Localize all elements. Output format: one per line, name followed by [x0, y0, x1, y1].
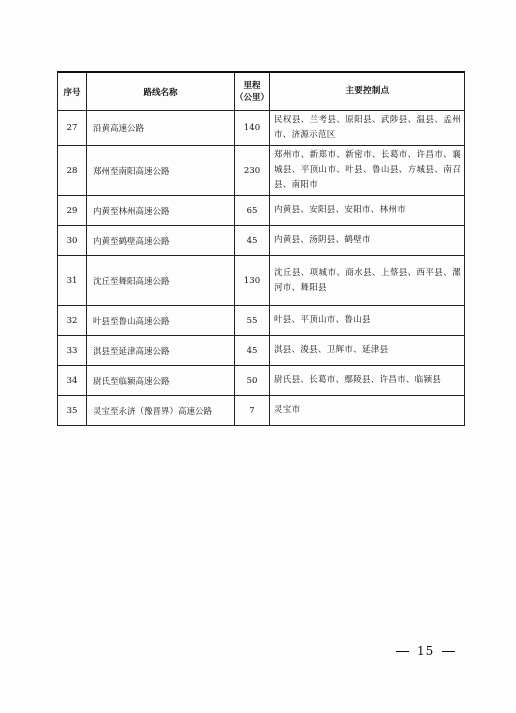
row-mileage: 45 — [235, 336, 270, 366]
row-control-points: 民权县、兰考县、原阳县、武陟县、温县、孟州市、济源示范区 — [270, 111, 465, 146]
row-no: 33 — [58, 336, 87, 366]
header-control-points: 主要控制点 — [270, 72, 465, 111]
row-no: 27 — [58, 111, 87, 146]
table-row — [58, 396, 465, 426]
highway-routes-table — [57, 71, 465, 426]
row-control-points: 灵宝市 — [270, 396, 465, 426]
row-route-name: 沈丘至舞阳高速公路 — [87, 256, 235, 306]
table-row — [58, 366, 465, 396]
table-row — [58, 336, 465, 366]
table-row — [58, 111, 465, 146]
row-control-points: 淇县、浚县、卫辉市、延津县 — [270, 336, 465, 366]
row-route-name: 淇县至延津高速公路 — [87, 336, 235, 366]
row-no: 32 — [58, 306, 87, 336]
table-body — [58, 111, 465, 426]
row-route-name: 灵宝至永济（豫晋界）高速公路 — [87, 396, 235, 426]
row-route-name: 尉氏至临颍高速公路 — [87, 366, 235, 396]
row-no: 30 — [58, 226, 87, 256]
row-route-name: 叶县至鲁山高速公路 — [87, 306, 235, 336]
row-control-points: 郑州市、新郑市、新密市、长葛市、许昌市、襄城县、平顶山市、叶县、鲁山县、方城县、南召县、南阳市 — [270, 146, 465, 196]
header-mileage — [235, 72, 270, 111]
row-no: 34 — [58, 366, 87, 396]
row-control-points: 内黄县、汤阴县、鹤壁市 — [270, 226, 465, 256]
header-route-name: 路线名称 — [87, 72, 235, 111]
page-number — [388, 644, 463, 658]
row-mileage: 65 — [235, 196, 270, 226]
header-mileage-line2: （公里） — [235, 92, 270, 103]
row-no: 29 — [58, 196, 87, 226]
table-row — [58, 256, 465, 306]
row-mileage: 140 — [235, 111, 270, 146]
row-control-points: 叶县、平顶山市、鲁山县 — [270, 306, 465, 336]
table-row — [58, 196, 465, 226]
row-route-name: 郑州至南阳高速公路 — [87, 146, 235, 196]
row-route-name: 内黄至林州高速公路 — [87, 196, 235, 226]
row-control-points: 尉氏县、长葛市、鄢陵县、许昌市、临颍县 — [270, 366, 465, 396]
table-row — [58, 306, 465, 336]
row-no: 31 — [58, 256, 87, 306]
row-route-name: 沿黄高速公路 — [87, 111, 235, 146]
header-mileage-line1: 里程 — [243, 80, 261, 91]
row-mileage: 130 — [235, 256, 270, 306]
row-mileage: 7 — [235, 396, 270, 426]
row-no: 35 — [58, 396, 87, 426]
row-control-points: 内黄县、安阳县、安阳市、林州市 — [270, 196, 465, 226]
row-mileage: 55 — [235, 306, 270, 336]
table-row — [58, 226, 465, 256]
row-mileage: 45 — [235, 226, 270, 256]
table-header — [58, 72, 465, 111]
table-row — [58, 146, 465, 196]
row-no: 28 — [58, 146, 87, 196]
page-number-dash-left — [396, 651, 409, 652]
row-mileage: 50 — [235, 366, 270, 396]
page-number-text: 15 — [417, 644, 435, 658]
header-no: 序号 — [58, 72, 87, 111]
row-control-points: 沈丘县、项城市、商水县、上蔡县、西平县、漯河市、舞阳县 — [270, 256, 465, 306]
header-row — [58, 72, 465, 111]
row-mileage: 230 — [235, 146, 270, 196]
page-number-dash-right — [442, 651, 455, 652]
row-route-name: 内黄至鹤壁高速公路 — [87, 226, 235, 256]
